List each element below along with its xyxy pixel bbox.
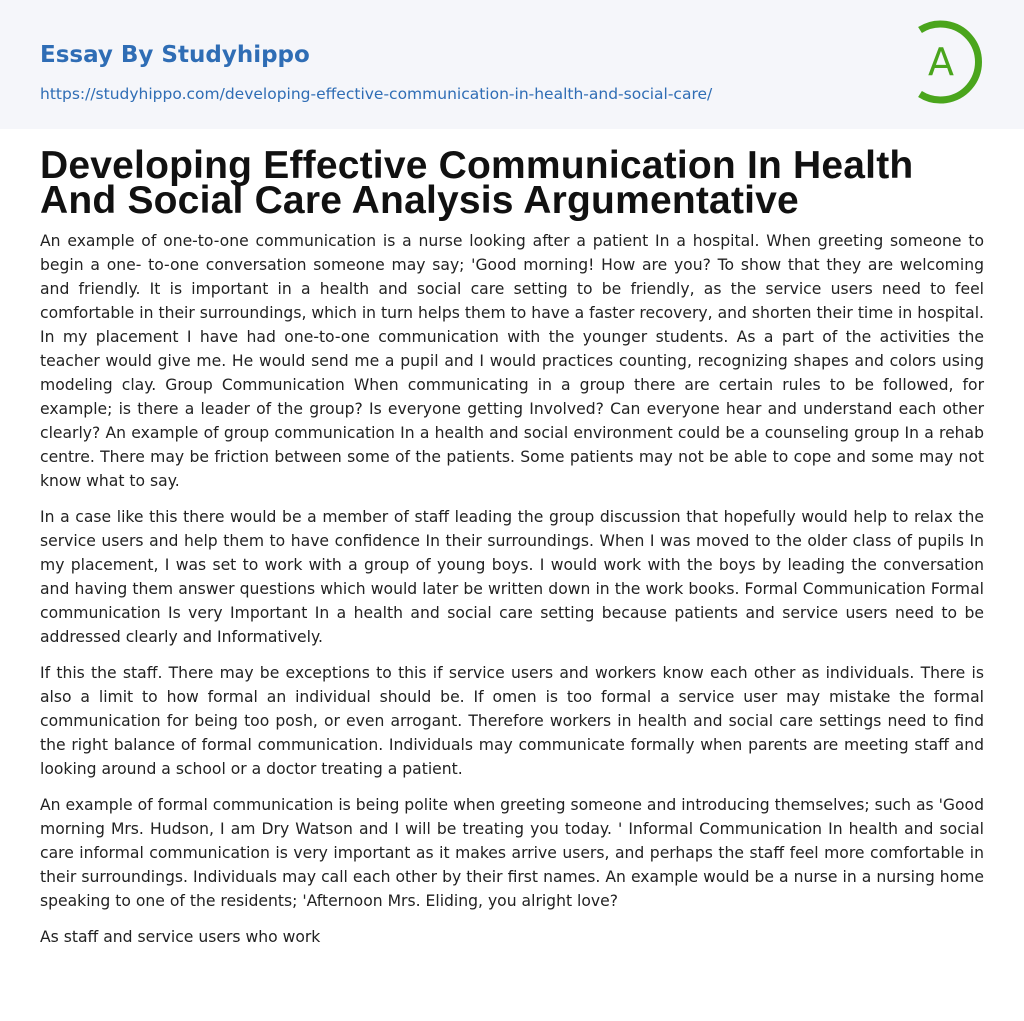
logo-letter: A <box>928 40 954 84</box>
brand-title[interactable]: Essay By Studyhippo <box>40 42 310 68</box>
paragraph: In a case like this there would be a member of staff leading the group discussion that hopefully would help to relax the service users and help them to have confidence In their surroundings. When I was moved to the older class of pupils In my placement, I was set to work with a group of young boys. I would work with the boys by leading the conversation and having them answer questions which would later be written down in the work books. Formal Communication Formal communication Is very Important In a health and social care setting because patients and service users need to be addressed clearly and Informatively. <box>40 508 984 646</box>
paragraph: An example of formal communication is being polite when greeting someone and introducing themselves; such as 'Good morning Mrs. Hudson, I am Dry Watson and I will be treating you today. ' Informal Communication In health and social care informal communication is very important as it makes arrive users, and perhaps the staff feel more comfortable in their surroundings. Individuals may call each other by their first names. An example would be a nurse in a nursing home speaking to one of the residents; 'Afternoon Mrs. Eliding, you alright love? <box>40 796 984 910</box>
site-header <box>0 0 1024 129</box>
paragraph: If this the staff. There may be exceptions to this if service users and workers know each other as individuals. There is also a limit to how formal an individual should be. If omen is too formal a service user may mistake the formal communication for being too posh, or even arrogant. Therefore workers in health and social care settings need to find the right balance of formal communication. Individuals may communicate formally when parents are meeting staff and looking around a school or a doctor treating a patient. <box>40 664 984 778</box>
paragraph: As staff and service users who work <box>40 928 321 946</box>
article-url-link[interactable]: https://studyhippo.com/developing-effective-communication-in-health-and-social-care/ <box>40 85 713 103</box>
paragraph: An example of one-to-one communication is a nurse looking after a patient In a hospital. When greeting someone to begin a one- to-one conversation someone may say; 'Good morning! How are you? To show that they are welcoming and friendly. It is important in a health and social care setting to be friendly, as the service users need to feel comfortable in their surroundings, which in turn helps them to have a faster recovery, and shorten their time in hospital. In my placement I have had one-to-one communication with the younger students. As a part of the activities the teacher would give me. He would send me a pupil and I would practices counting, recognizing shapes and colors using modeling clay. Group Communication When communicating in a group there are certain rules to be followed, for example; is there a leader of the group? Is everyone getting Involved? Can everyone hear and understand each other clearly? An example of group communication In a health and social environment could be a counseling group In a rehab centre. There may be friction between some of the patients. Some patients may not be able to cope and some may not know what to say. <box>40 232 984 490</box>
page-title: Developing Effective Communication In Health And Social Care Analysis Argumentative <box>40 144 914 222</box>
studyhippo-logo[interactable] <box>912 20 986 104</box>
article-body <box>40 229 984 961</box>
